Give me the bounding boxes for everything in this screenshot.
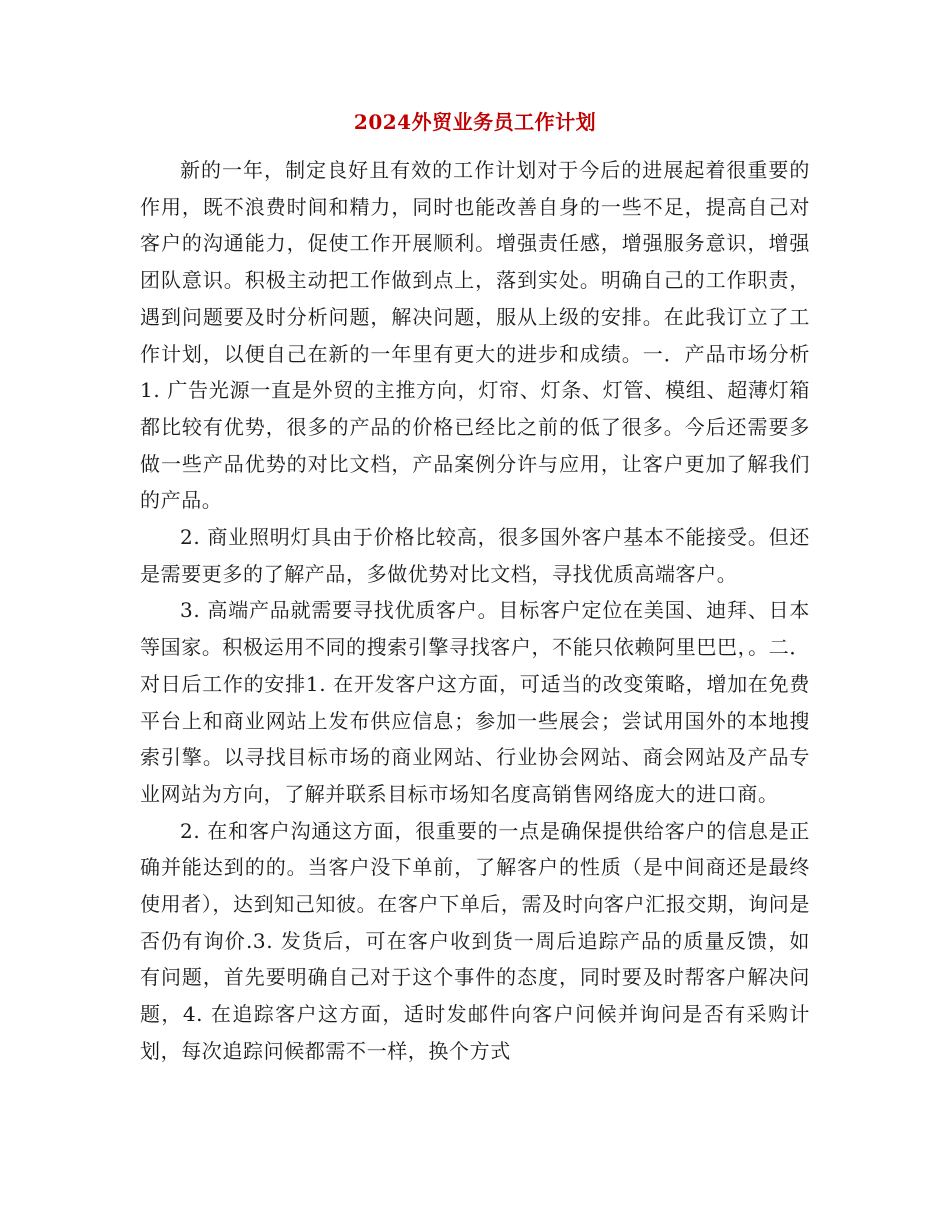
paragraph-commercial-lighting: 2. 商业照明灯具由于价格比较高，很多国外客户基本不能接受。但还是需要更多的了解产品，多做优势对比文档，寻找优质高端客户。 <box>140 525 810 586</box>
paragraph-customer-communication: 2. 在和客户沟通这方面，很重要的一点是确保提供给客户的信息是正确并能达到的的。当客户没下单前，了解客户的性质（是中间商还是最终使用者），达到知己知彼。在客户下单后，需及时向客户汇报交期，询问是否仍有询价.3. 发货后，可在客户收到货一周后追踪产品的质量反馈，如有问题，首先要明确自己对于这个事件的态度，同时要及时帮客户解决问题，4. 在追踪客户这方面，适时发邮件向客户问候并询问是否有采购计划，每次追踪问候都需不一样，换个方式 <box>140 818 810 1063</box>
paragraph-high-end-products: 3. 高端产品就需要寻找优质客户。目标客户定位在美国、迪拜、日本等国家。积极运用不同的搜索引擎寻找客户，不能只依赖阿里巴巴，。二．对日后工作的安排1. 在开发客户这方面，可适当的改变策略，增加在免费平台上和商业网站上发布供应信息；参加一些展会；尝试用国外的本地搜索引擎。以寻找目标市场的商业网站、行业协会网站、商会网站及产品专业网站为方向，了解并联系目标市场知名度高销售网络庞大的进口商。 <box>140 598 810 806</box>
document-title: 2024外贸业务员工作计划 <box>353 110 597 134</box>
paragraph-intro: 新的一年，制定良好且有效的工作计划对于今后的进展起着很重要的作用，既不浪费时间和精力，同时也能改善自身的一些不足，提高自己对客户的沟通能力，促使工作开展顺利。增强责任感，增强服务意识，增强团队意识。积极主动把工作做到点上，落到实处。明确自己的工作职责，遇到问题要及时分析问题，解决问题，服从上级的安排。在此我订立了工作计划，以便自己在新的一年里有更大的进步和成绩。一．产品市场分析1. 广告光源一直是外贸的主推方向，灯帘、灯条、灯管、模组、超薄灯箱都比较有优势，很多的产品的价格已经比之前的低了很多。今后还需要多做一些产品优势的对比文档，产品案例分许与应用，让客户更加了解我们的产品。 <box>140 158 810 513</box>
